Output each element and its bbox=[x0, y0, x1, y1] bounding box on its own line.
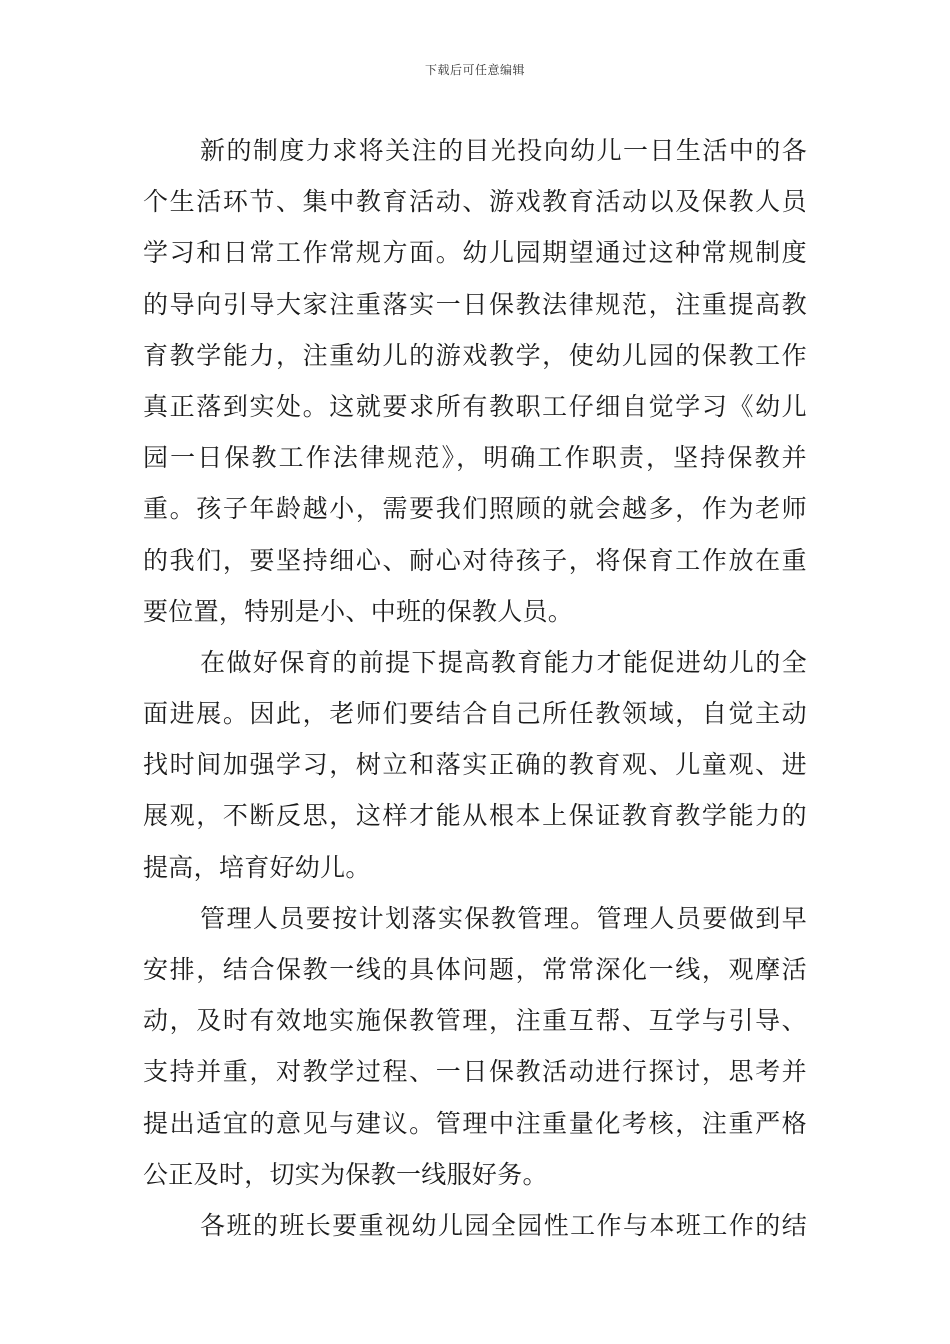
text-line: 个生活环节、集中教育活动、游戏教育活动以及保教人员 bbox=[143, 187, 807, 217]
text-line: 动，及时有效地实施保教管理，注重互帮、互学与引导、 bbox=[143, 1006, 807, 1036]
text-line: 的导向引导大家注重落实一日保教法律规范，注重提高教 bbox=[143, 289, 807, 319]
text-line: 要位置，特别是小、中班的保教人员。 bbox=[143, 596, 574, 626]
text-line: 真正落到实处。这就要求所有教职工仔细自觉学习《幼儿 bbox=[143, 391, 807, 421]
text-line: 学习和日常工作常规方面。幼儿园期望通过这种常规制度 bbox=[143, 238, 807, 268]
text-line: 管理人员要按计划落实保教管理。管理人员要做到早 bbox=[200, 903, 807, 933]
text-line: 育教学能力，注重幼儿的游戏教学，使幼儿园的保教工作 bbox=[143, 340, 807, 370]
text-line: 展观，不断反思，这样才能从根本上保证教育教学能力的 bbox=[143, 801, 807, 831]
text-line: 找时间加强学习，树立和落实正确的教育观、儿童观、进 bbox=[143, 750, 807, 780]
text-line: 的我们，要坚持细心、耐心对待孩子，将保育工作放在重 bbox=[143, 545, 807, 575]
text-line: 安排，结合保教一线的具体问题，常常深化一线，观摩活 bbox=[143, 955, 807, 984]
text-line: 在做好保育的前提下提高教育能力才能促进幼儿的全 bbox=[200, 647, 807, 677]
text-line: 提高，培育好幼儿。 bbox=[143, 852, 371, 882]
paragraph-1 bbox=[143, 125, 807, 637]
text-line: 面进展。因此，老师们要结合自己所任教领域，自觉主动 bbox=[143, 699, 807, 729]
text-line: 各班的班长要重视幼儿园全园性工作与本班工作的结 bbox=[200, 1210, 807, 1240]
text-line: 园一日保教工作法律规范》，明确工作职责，坚持保教并 bbox=[143, 443, 807, 473]
paragraph-2 bbox=[143, 637, 807, 893]
paragraph-3 bbox=[143, 893, 807, 1200]
page-header: 下载后可任意编辑 bbox=[424, 63, 525, 77]
paragraph-4 bbox=[143, 1200, 807, 1251]
text-line: 公正及时，切实为保教一线服好务。 bbox=[143, 1159, 548, 1189]
text-line: 提出适宜的意见与建议。管理中注重量化考核，注重严格 bbox=[143, 1108, 807, 1138]
text-line: 新的制度力求将关注的目光投向幼儿一日生活中的各 bbox=[200, 136, 807, 165]
text-line: 重。孩子年龄越小，需要我们照顾的就会越多，作为老师 bbox=[143, 494, 807, 524]
text-line: 支持并重，对教学过程、一日保教活动进行探讨，思考并 bbox=[143, 1057, 807, 1087]
document-body bbox=[143, 125, 807, 1251]
